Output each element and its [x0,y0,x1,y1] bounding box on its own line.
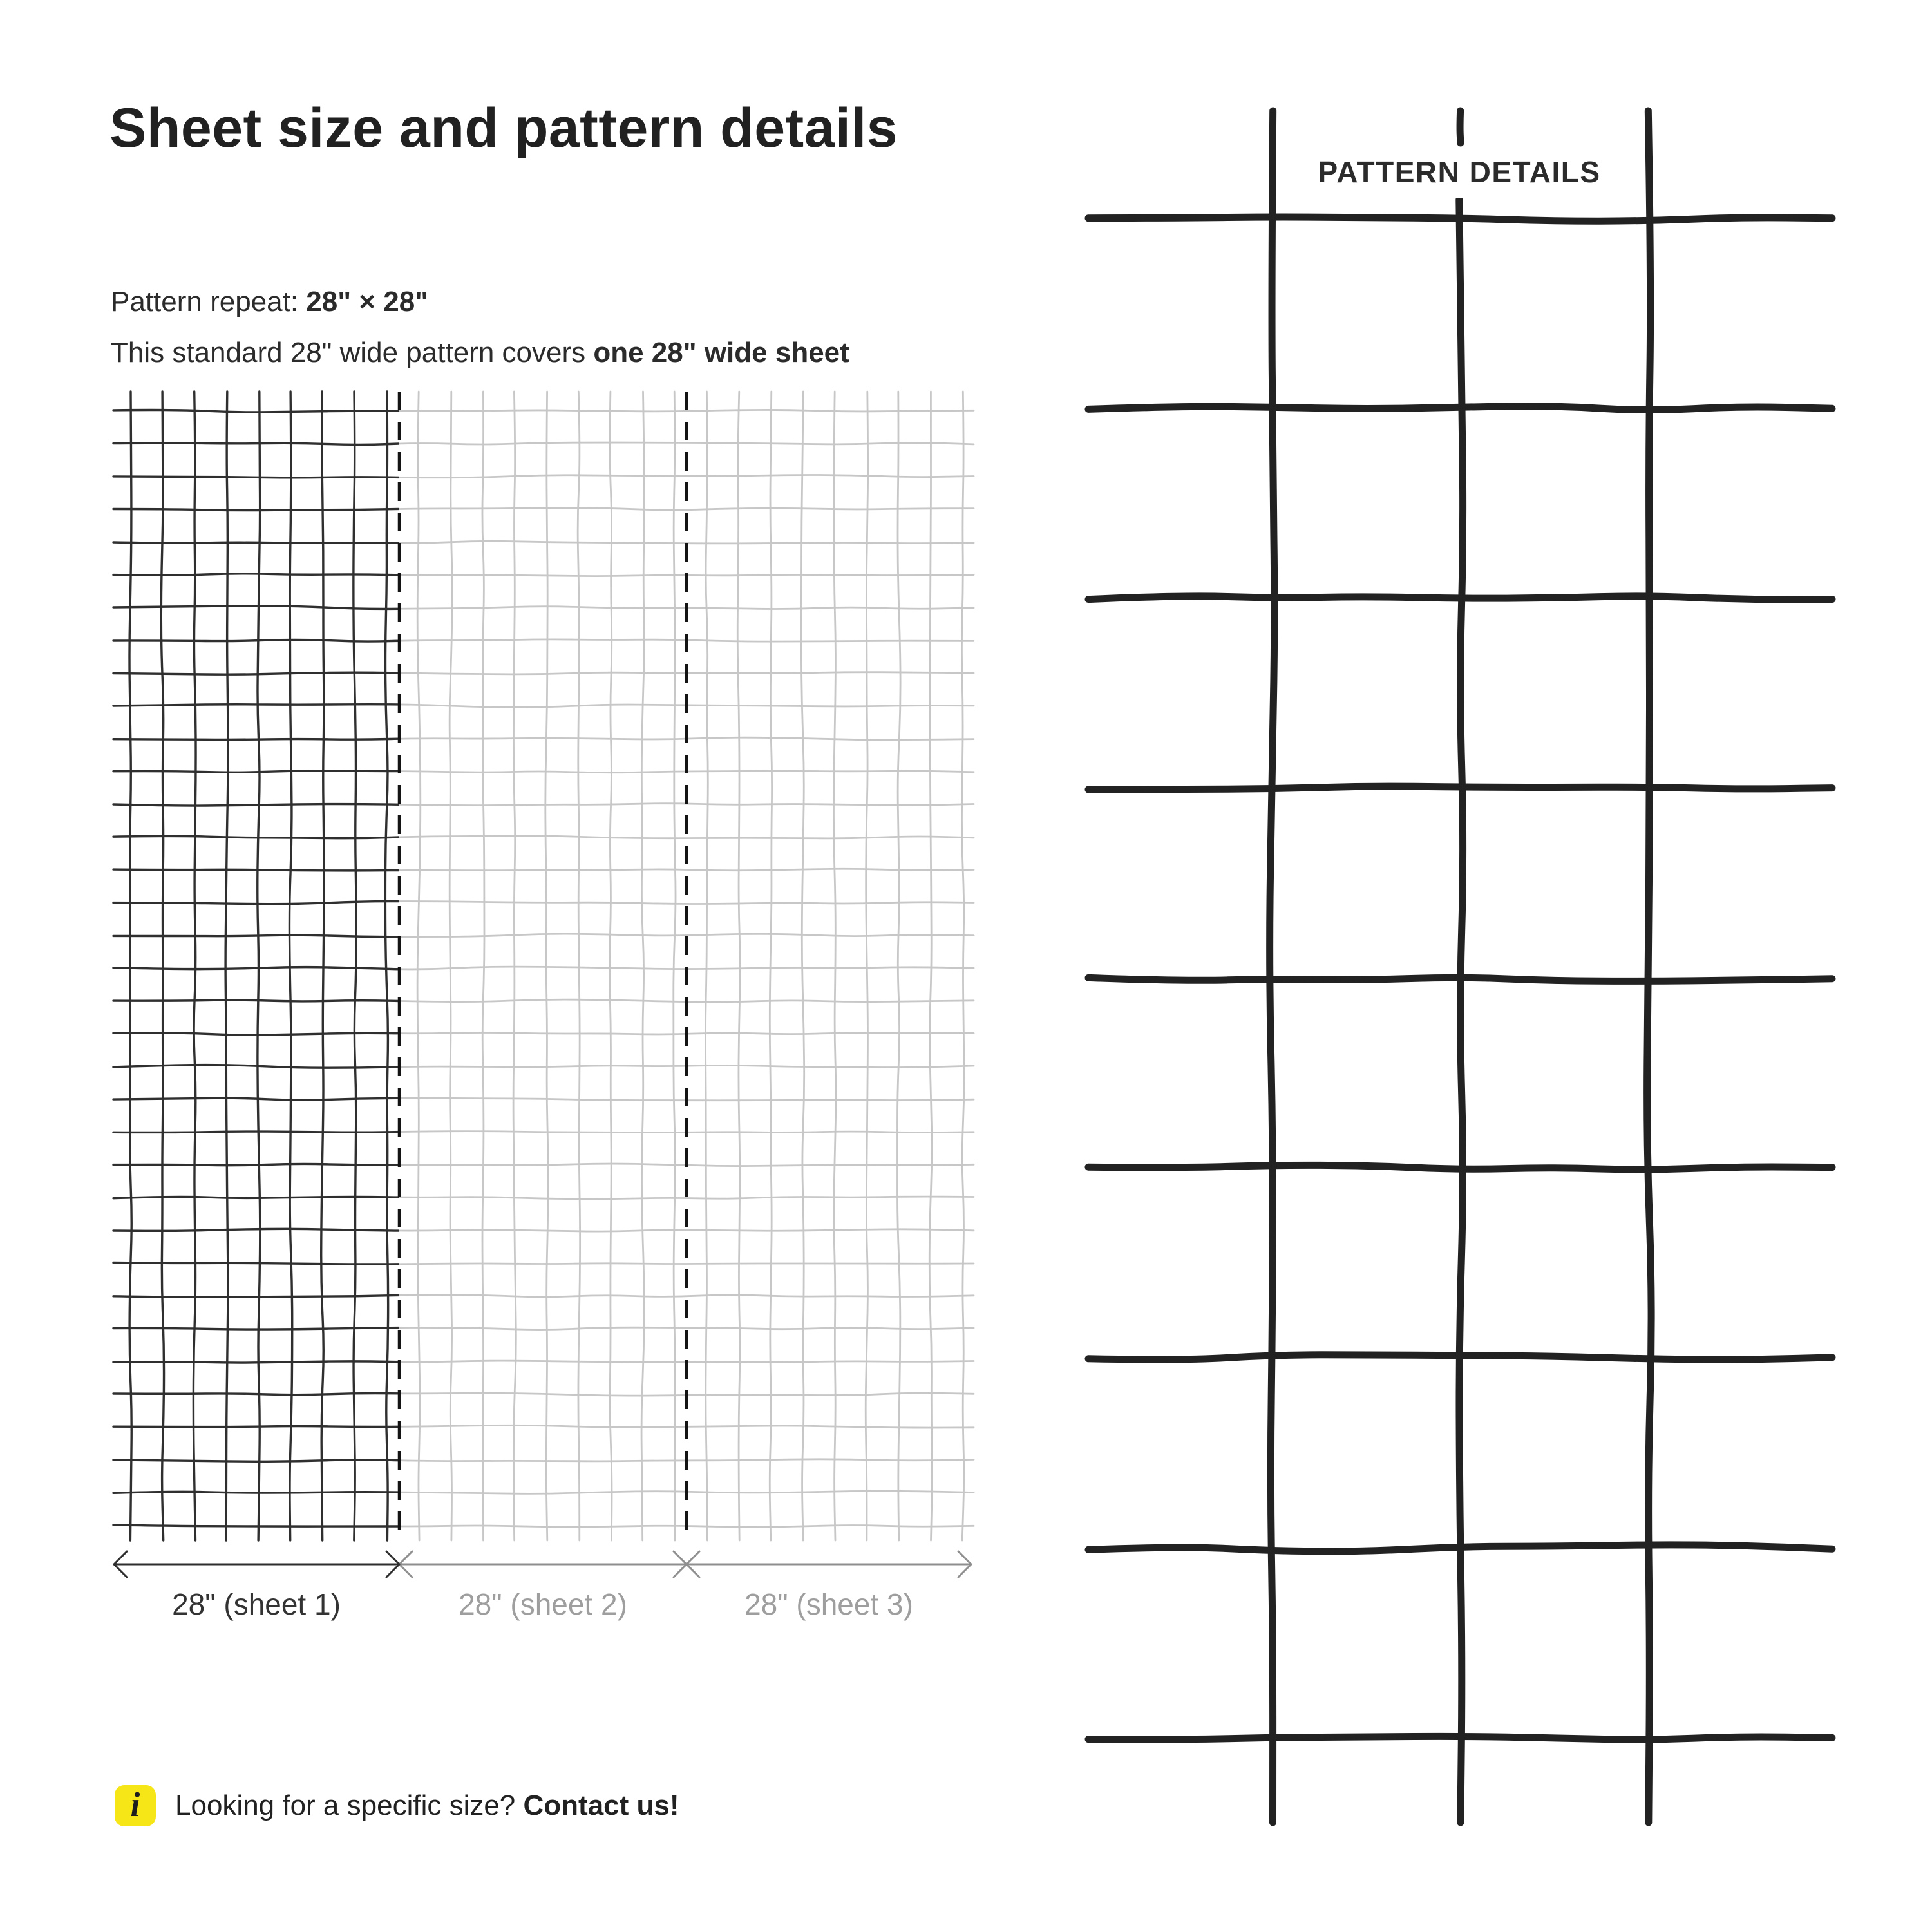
intro-text [111,287,849,389]
info-text [175,1785,679,1826]
pattern-repeat-label: Pattern repeat: [111,286,307,317]
sheet-size-diagram [97,383,992,1665]
contact-us-link[interactable]: Contact us! [523,1790,679,1821]
info-icon-glyph: i [130,1785,140,1824]
coverage-bold: one 28" wide sheet [593,337,849,369]
sheet-2-width-label: 28" (sheet 2) [459,1587,627,1621]
width-dimension-arrow [114,1551,971,1577]
info-row [115,1785,679,1826]
page-title: Sheet size and pattern details [109,97,898,159]
pattern-details-panel [1082,103,1842,1835]
sheet-1-width-label: 28" (sheet 1) [172,1587,341,1621]
pattern-repeat-value: 28" × 28" [306,286,429,317]
info-question: Looking for a specific size? [175,1790,524,1821]
info-icon [115,1785,156,1826]
pattern-details-heading: PATTERN DETAILS [1318,155,1601,189]
sheet-3-width-label: 28" (sheet 3) [744,1587,913,1621]
coverage-prefix: This standard 28" wide pattern covers [111,337,594,369]
pattern-repeat-line [111,287,849,317]
coverage-line [111,338,849,368]
pattern-grid-lines [1088,111,1832,1823]
inactive-sheets-grid [113,392,974,1540]
